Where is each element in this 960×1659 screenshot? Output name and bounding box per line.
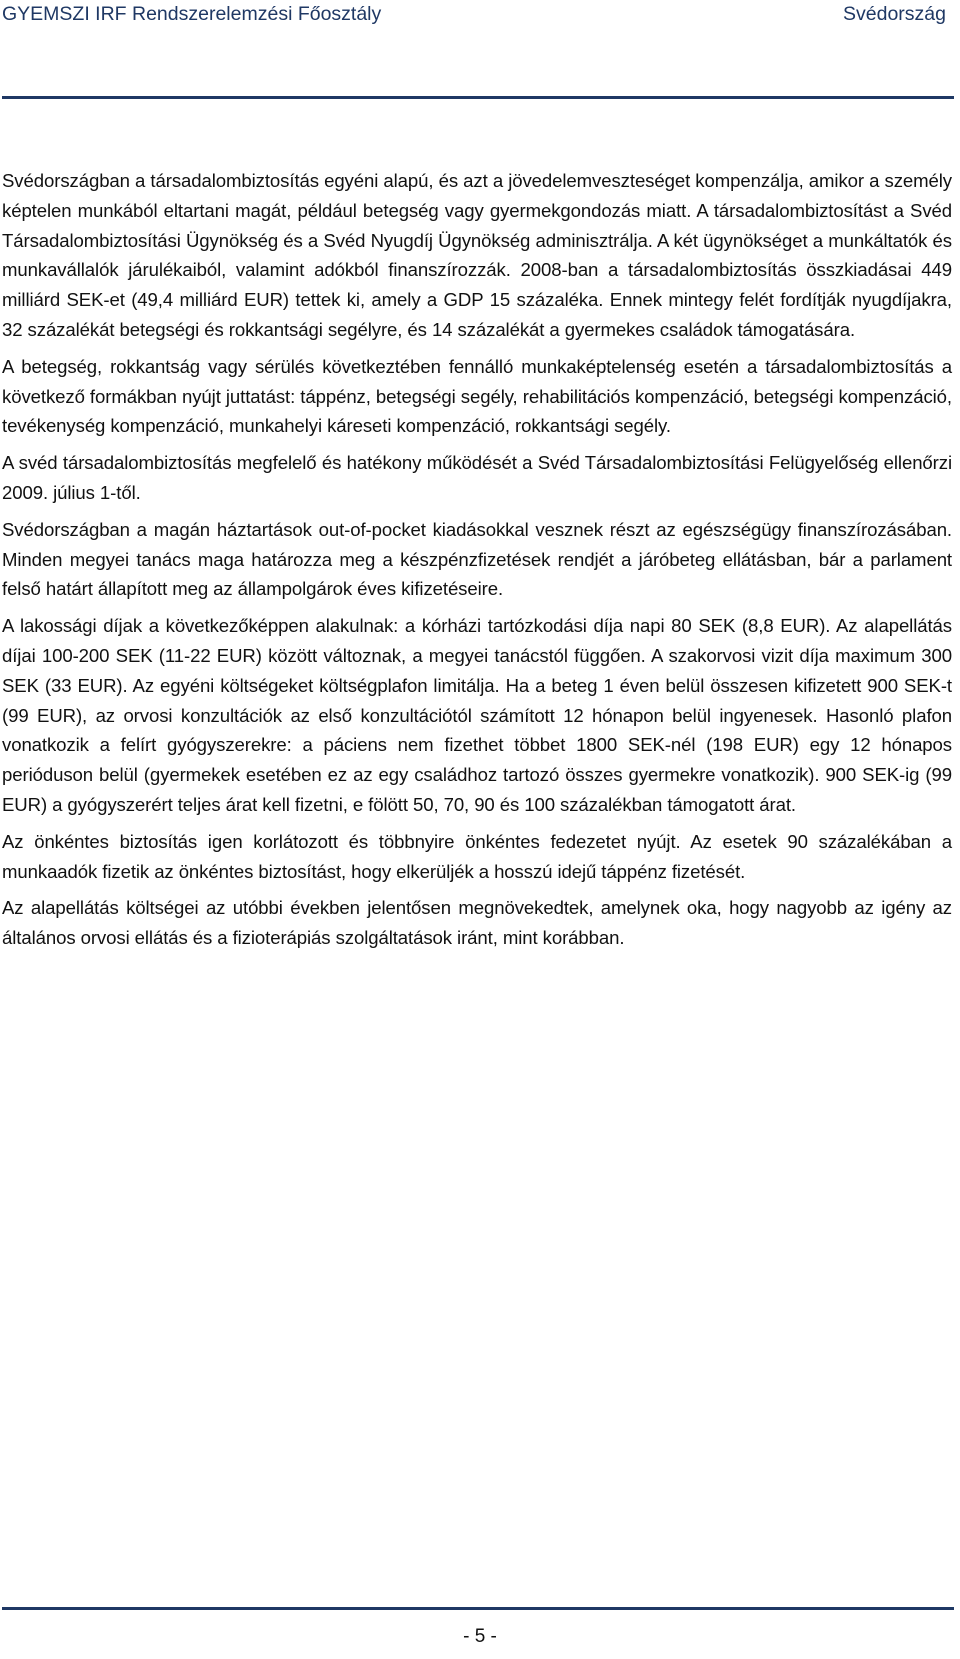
paragraph-out-of-pocket: Svédországban a magán háztartások out-of-pocket kiadásokkal vesznek részt az egészségügy finanszírozásában. Minden megyei tanács maga határozza meg a készpénzfizetések rendjét a járóbeteg ellátásban, bár a parlament felső határt állapított meg az állampolgárok éves kifizetéseire. [2,518,952,600]
document-body [2,166,952,960]
paragraph-incapacity-benefits: A betegség, rokkantság vagy sérülés következtében fennálló munkaképtelenség esetén a társadalombiztosítás a következő formákban nyújt juttatást: táppénz, betegségi segély, rehabilitációs kompenzáció, betegségi kompenzáció, tevékenység kompenzáció, munkahelyi kárеseti kompenzáció, rokkantsági segély. [2,355,952,437]
footer-divider [2,1607,954,1610]
paragraph-voluntary-insurance: Az önkéntes biztosítás igen korlátozott és többnyire önkéntes fedezetet nyújt. Az esetek 90 százalékában a munkaadók fizetik az önkéntes biztosítást, hogy elkerüljék a hosszú idejű táppénz fizetését. [2,830,952,882]
page-number: - 5 - [463,1626,497,1647]
header-organization: GYEMSZI IRF Rendszerelemzési Főosztály [2,3,382,25]
paragraph-social-insurance: Svédországban a társadalombiztosítás egyéni alapú, és azt a jövedelemveszteséget kompenzálja, amikor a személy képtelen munkából eltartani magát, például betegség vagy gyermekgondozás miatt. A társadalombiztosítást a Svéd Társadalombiztosítási Ügynökség és a Svéd Nyugdíj Ügynökség adminisztrálja. A két ügynökséget a munkáltatók és munkavállalók járulékaiból, valamint adókból finanszírozzák. 2008-ban a társadalombiztosítás összkiadásai 449 milliárd SEK-et (49,4 milliárd EUR) tettek ki, amely a GDP 15 százaléka. Ennek mintegy felét fordítják nyugdíjakra, 32 százalékát betegségi és rokkantsági segélyre, és 14 százalékát a gyermekes családok támogatására. [2,170,952,340]
paragraph-primary-care-costs: Az alapellátás költségei az utóbbi években jelentősen megnövekedtek, amelynek oka, hogy nagyobb az igény az általános orvosi ellátás és a fizioterápiás szolgáltatások iránt, mint korábban. [2,897,952,949]
paragraph-supervision: A svéd társadalombiztosítás megfelelő és hatékony működését a Svéd Társadalombiztosítási Felügyelőség ellenőrzi 2009. július 1-től. [2,452,952,503]
paragraph-fees: A lakossági díjak a következőképpen alakulnak: a kórházi tartózkodási díja napi 80 SEK (8,8 EUR). Az alapellátás díjai 100-200 SEK (11-22 EUR) között változnak, a megyei tanácstól függően. A szakorvosi vizit díja maximum 300 SEK (33 EUR). Az egyéni költségeket költségplafon limitálja. Ha a beteg 1 éven belül összesen kifizetett 900 SEK-t (99 EUR), az orvosi konzultációk az első konzultációtól számított 12 hónapon belül ingyenesek. Hasonló plafon vonatkozik a felírt gyógyszerekre: a páciens nem fizethet többet 1800 SEK-nél (198 EUR) egy 12 hónapos perióduson belül (gyermekek esetében ez az egy családhoz tartozó összes gyermekre vonatkozik). 900 SEK-ig (99 EUR) a gyógyszerért teljes árat kell fizetni, e fölött 50, 70, 90 és 100 százalékban támogatott árat. [2,615,952,815]
page-header [2,0,954,100]
header-divider [2,96,954,99]
header-country: Svédország [843,3,946,25]
